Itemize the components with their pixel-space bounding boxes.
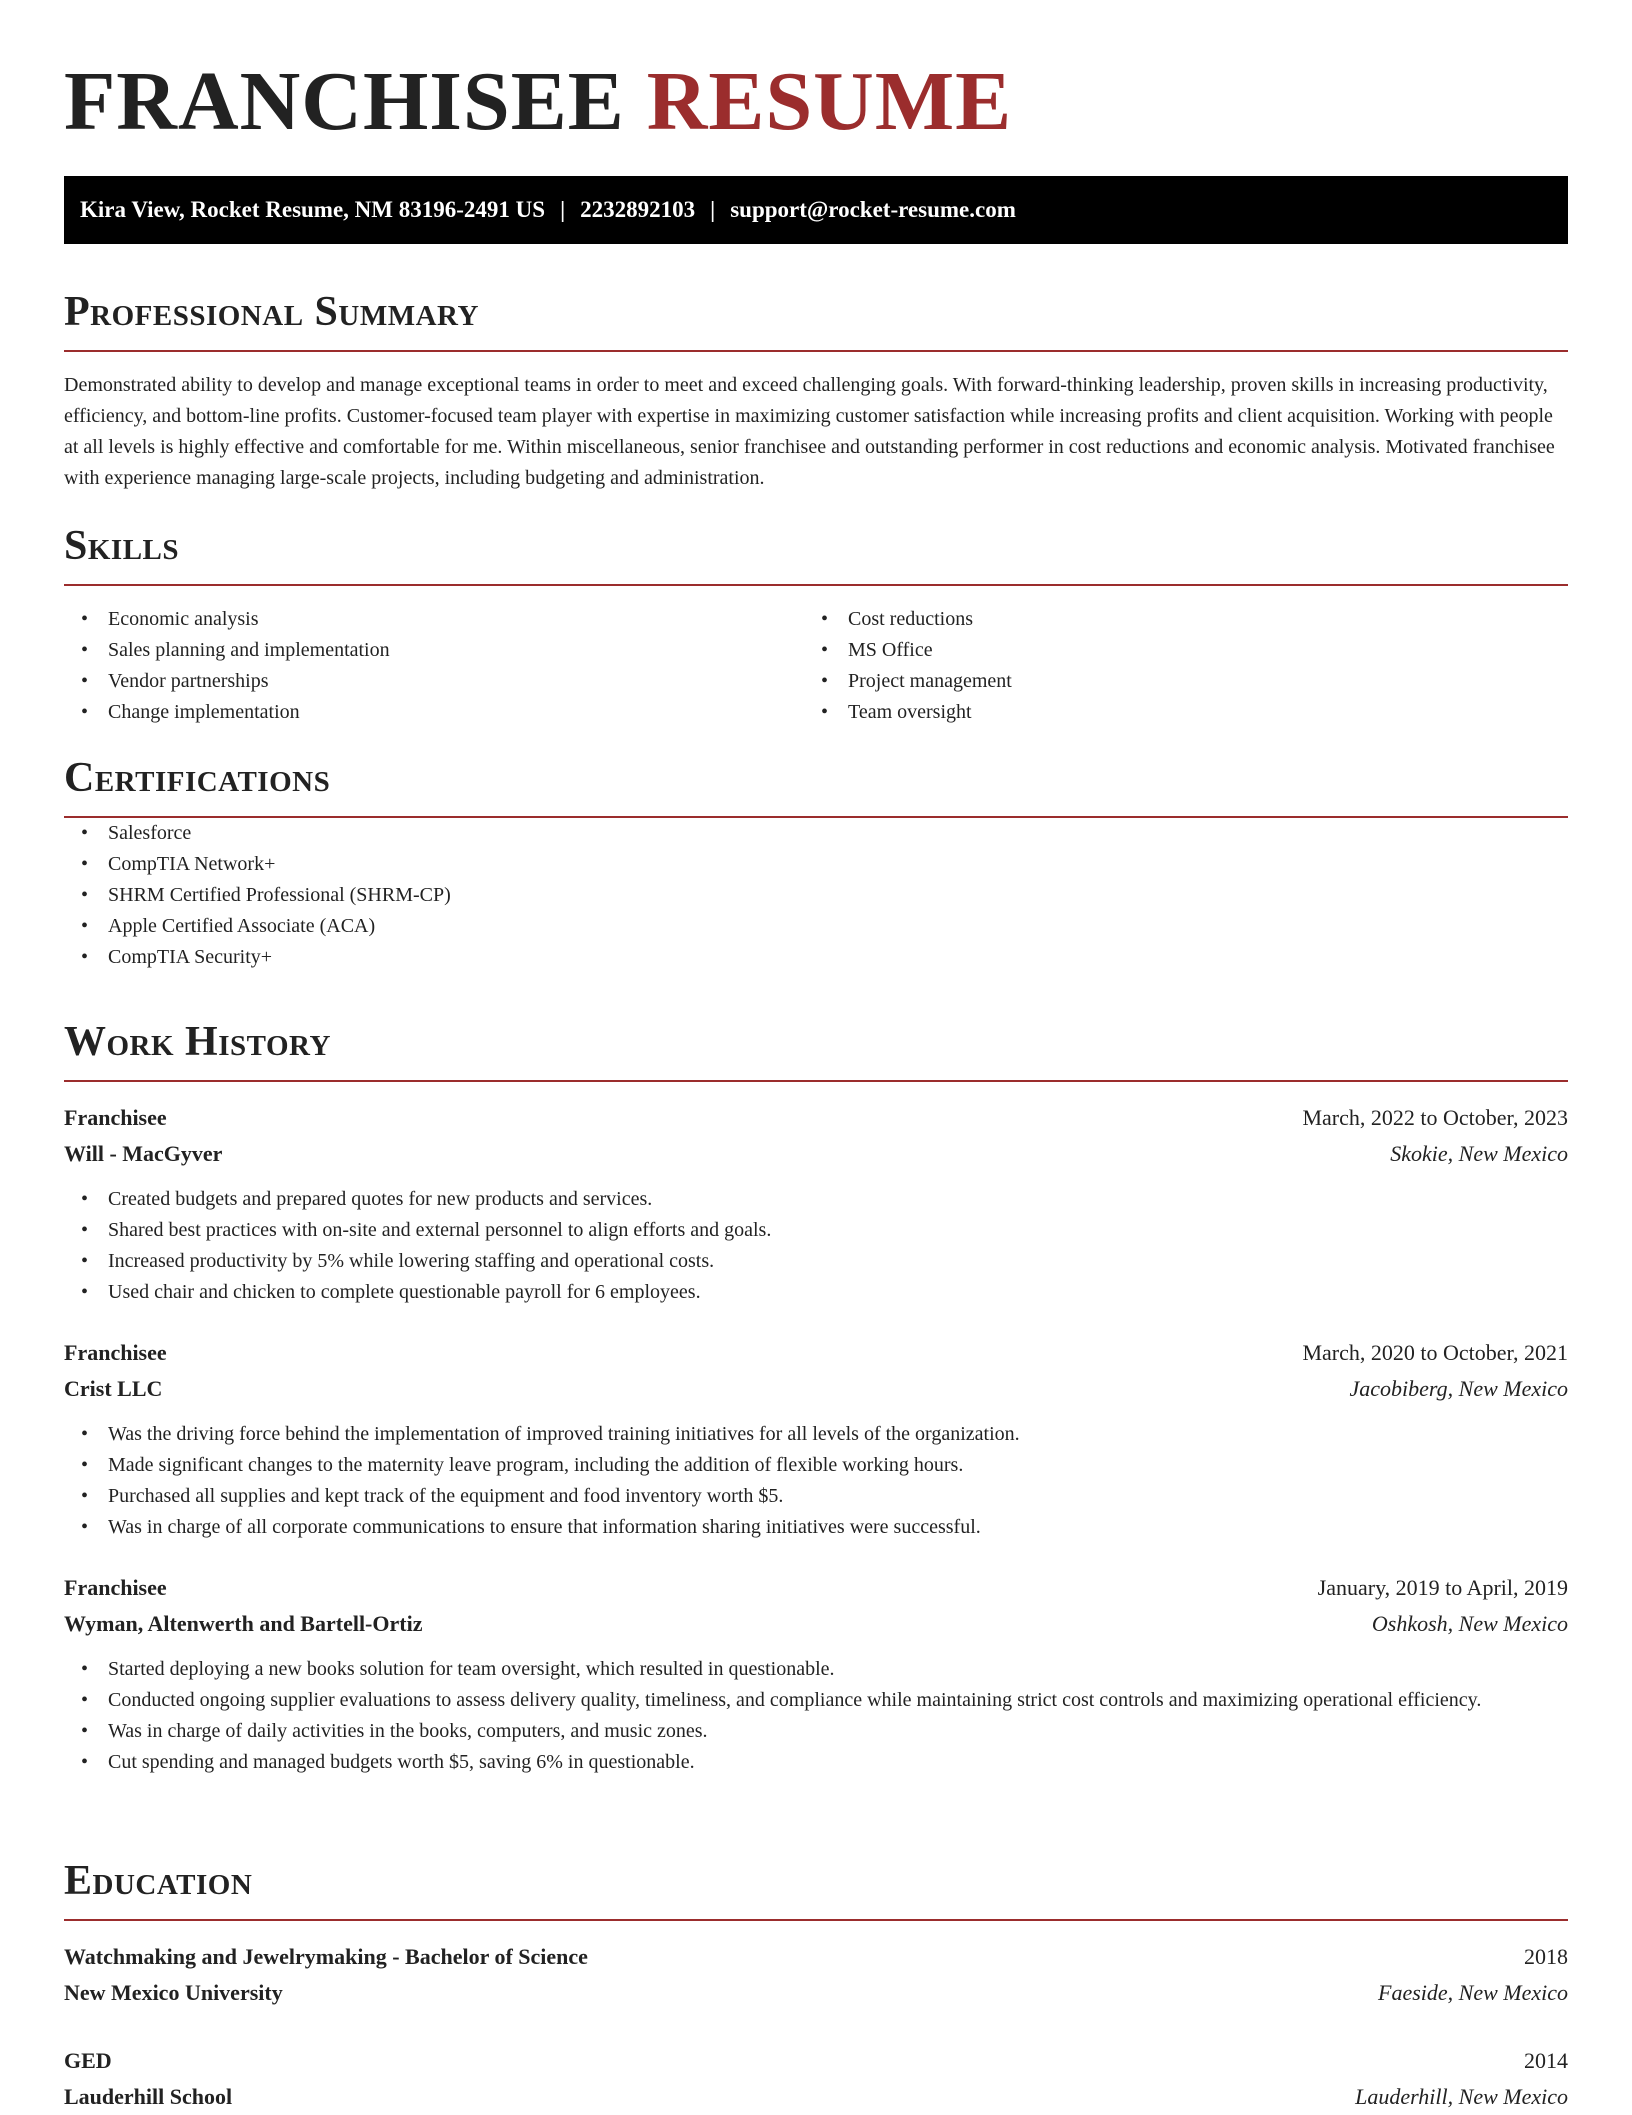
job-entry <box>64 1335 1568 1543</box>
section-divider <box>64 350 1568 352</box>
job-bullet: • Used chair and chicken to complete questionable payroll for 6 employees. <box>64 1277 1568 1308</box>
skills-grid <box>64 604 1568 728</box>
certification-item: • SHRM Certified Professional (SHRM-CP) <box>64 880 1568 911</box>
contact-bar <box>64 176 1568 244</box>
skill-item: • Cost reductions <box>804 604 1544 635</box>
job-bullet: • Made significant changes to the maternity leave program, including the addition of flexible working hours. <box>64 1450 1568 1481</box>
work-history-section <box>64 1016 1568 1778</box>
education-location: Faeside, New Mexico <box>1378 1980 1568 2005</box>
job-bullets <box>64 1419 1568 1543</box>
job-bullet: • Purchased all supplies and kept track of the equipment and food inventory worth $5. <box>64 1481 1568 1512</box>
job-bullet: • Was the driving force behind the implementation of improved training initiatives for all levels of the organization. <box>64 1419 1568 1450</box>
skill-item: • Project management <box>804 666 1544 697</box>
work-history-heading: Work History <box>64 1019 331 1065</box>
job-company: Will - MacGyver <box>64 1141 223 1166</box>
job-title: Franchisee <box>64 1105 167 1130</box>
job-dates: January, 2019 to April, 2019 <box>1317 1575 1568 1600</box>
certification-item: • Apple Certified Associate (ACA) <box>64 911 1568 942</box>
skills-list-left <box>64 604 804 728</box>
section-divider <box>64 1080 1568 1082</box>
summary-heading: Professional Summary <box>64 289 479 335</box>
job-bullet: • Shared best practices with on-site and external personnel to align efforts and goals. <box>64 1215 1568 1246</box>
skills-section <box>64 520 1568 728</box>
job-bullet: • Started deploying a new books solution for team oversight, which resulted in questionable. <box>64 1654 1568 1685</box>
skills-heading: Skills <box>64 523 180 569</box>
job-location: Skokie, New Mexico <box>1390 1141 1568 1166</box>
job-bullet: • Increased productivity by 5% while lowering staffing and operational costs. <box>64 1246 1568 1277</box>
contact-email: support@rocket-resume.com <box>730 197 1016 222</box>
job-bullet: • Cut spending and managed budgets worth $5, saving 6% in questionable. <box>64 1747 1568 1778</box>
summary-text: Demonstrated ability to develop and manage exceptional teams in order to meet and exceed challenging goals. With forward-thinking leadership, proven skills in increasing productivity, efficiency, and bottom-line profits. Customer-focused team player with expertise in maximizing customer satisfaction while increasing profits and client acquisition. Working with people at all levels is highly effective and comfortable for me. Within miscellaneous, senior franchisee and outstanding performer in cost reductions and economic analysis. Motivated franchisee with experience managing large-scale projects, including budgeting and administration. <box>64 374 1555 489</box>
contact-separator: | <box>560 197 566 222</box>
job-dates: March, 2022 to October, 2023 <box>1302 1105 1568 1130</box>
skill-item: • MS Office <box>804 635 1544 666</box>
education-year: 2018 <box>1524 1944 1568 1969</box>
summary-section <box>64 286 1568 494</box>
education-school: New Mexico University <box>64 1980 283 2005</box>
education-degree: Watchmaking and Jewelrymaking - Bachelor of Science <box>64 1944 588 1969</box>
job-bullets <box>64 1654 1568 1778</box>
contact-address: Kira View, Rocket Resume, NM 83196-2491 US <box>80 197 546 222</box>
title-main: FRANCHISEE <box>64 55 625 148</box>
job-bullet: • Was in charge of all corporate communications to ensure that information sharing initiatives were successful. <box>64 1512 1568 1543</box>
education-section <box>64 1855 1568 2115</box>
skills-list-right <box>804 604 1544 728</box>
skill-item: • Economic analysis <box>64 604 804 635</box>
job-title: Franchisee <box>64 1575 167 1600</box>
job-company: Wyman, Altenwerth and Bartell-Ortiz <box>64 1611 423 1636</box>
job-location: Oshkosh, New Mexico <box>1371 1611 1568 1636</box>
skill-item: • Sales planning and implementation <box>64 635 804 666</box>
skill-item: • Vendor partnerships <box>64 666 804 697</box>
certifications-heading: Certifications <box>64 755 331 801</box>
certifications-section <box>64 752 1568 973</box>
skill-item: • Change implementation <box>64 697 804 728</box>
education-school: Lauderhill School <box>64 2084 233 2109</box>
job-dates: March, 2020 to October, 2021 <box>1302 1340 1568 1365</box>
title-accent: RESUME <box>646 55 1013 148</box>
job-entry <box>64 1100 1568 1308</box>
skill-item: • Team oversight <box>804 697 1544 728</box>
contact-separator: | <box>710 197 716 222</box>
job-company: Crist LLC <box>64 1376 163 1401</box>
education-entry <box>64 1939 1568 2011</box>
job-title: Franchisee <box>64 1340 167 1365</box>
contact-phone: 2232892103 <box>580 197 696 222</box>
resume-title <box>64 52 1012 152</box>
job-bullets <box>64 1184 1568 1308</box>
job-bullet: • Was in charge of daily activities in the books, computers, and music zones. <box>64 1716 1568 1747</box>
education-year: 2014 <box>1524 2048 1568 2073</box>
section-divider <box>64 584 1568 586</box>
job-location: Jacobiberg, New Mexico <box>1349 1376 1568 1401</box>
certifications-list <box>64 818 1568 973</box>
education-location: Lauderhill, New Mexico <box>1355 2084 1568 2109</box>
job-bullet: • Created budgets and prepared quotes for new products and services. <box>64 1184 1568 1215</box>
section-divider <box>64 1919 1568 1921</box>
education-entry <box>64 2043 1568 2115</box>
certification-item: • CompTIA Security+ <box>64 942 1568 973</box>
certification-item: • Salesforce <box>64 818 1568 849</box>
job-entry <box>64 1570 1568 1778</box>
education-degree: GED <box>64 2048 112 2073</box>
education-heading: Education <box>64 1858 253 1904</box>
certification-item: • CompTIA Network+ <box>64 849 1568 880</box>
job-bullet: • Conducted ongoing supplier evaluations to assess delivery quality, timeliness, and compliance while maintaining strict cost controls and maximizing operational efficiency. <box>64 1685 1568 1716</box>
